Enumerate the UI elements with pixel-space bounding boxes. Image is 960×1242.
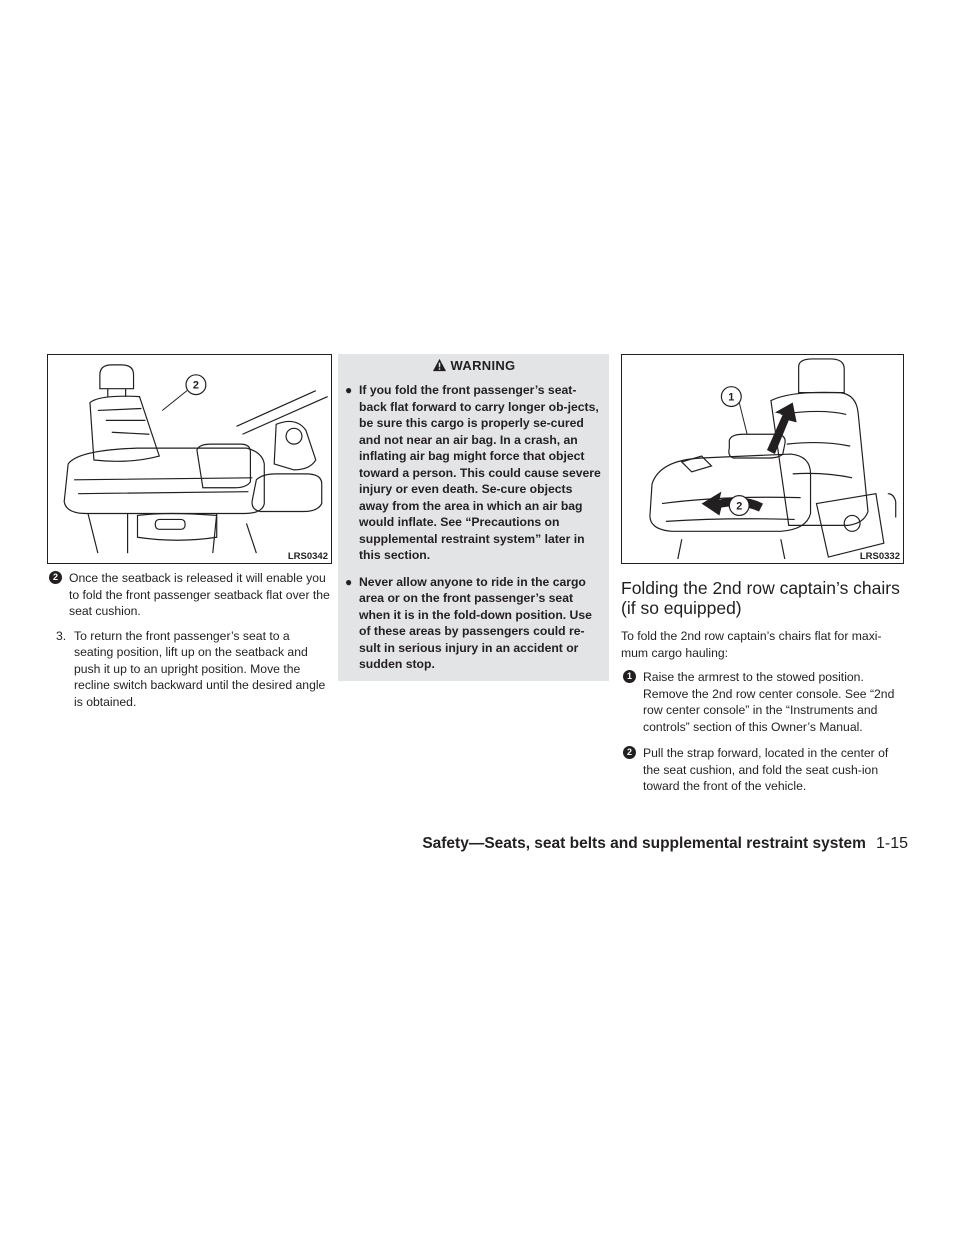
figure-callout-1: 1 bbox=[728, 391, 735, 404]
step-2 bbox=[621, 745, 904, 795]
step-text: Once the seatback is released it will enable you to fold the front passenger seatback flat over the seat cushion. bbox=[69, 571, 330, 618]
figure-code: LRS0332 bbox=[859, 551, 900, 562]
section-title: Safety—Seats, seat belts and supplemental restraint system bbox=[422, 835, 866, 852]
middle-column bbox=[338, 354, 609, 681]
step-text: Pull the strap forward, located in the center of the seat cushion, and fold the seat cush-ion toward the front of the vehicle. bbox=[643, 746, 889, 793]
figure-seatback-folded bbox=[47, 354, 332, 564]
bullet-text: If you fold the front passenger’s seat-back flat forward to carry longer ob-jects, be sure this cargo is properly se-cured and not near an air bag. In a crash, an inflating air bag might force that object toward a person. This could cause severe injury or even death. Se-cure objects away from the area in which an air bag would inflate. See “Precautions on supplemental restraint system” later in this section. bbox=[359, 383, 601, 562]
intro-text: To fold the 2nd row captain’s chairs flat for maxi-mum cargo hauling: bbox=[621, 629, 882, 660]
page-footer bbox=[422, 835, 908, 853]
warning-box bbox=[338, 354, 609, 681]
left-column bbox=[47, 354, 332, 710]
step-1 bbox=[621, 669, 904, 735]
figure-code: LRS0342 bbox=[287, 551, 328, 562]
item-text: To return the front passenger’s seat to a seating position, lift up on the seatback and push it up to an upright position. Move the recline switch backward until the desired angle is obtained. bbox=[74, 628, 326, 709]
warning-title: WARNING bbox=[450, 357, 516, 373]
step-number-badge: 2 bbox=[623, 746, 636, 759]
seat-illustration-right bbox=[622, 355, 903, 563]
bullet-icon: ● bbox=[345, 383, 353, 397]
bullet-text: Never allow anyone to ride in the cargo area or on the front passenger’s seat when it is in the fold-down position. Use of these areas by passengers could re-sult in serious injury in an accident or sudden stop. bbox=[359, 574, 592, 671]
step-number-badge: 1 bbox=[623, 670, 636, 683]
figure-callout-2: 2 bbox=[736, 500, 743, 513]
bullet-icon: ● bbox=[345, 574, 353, 589]
page-number: 1-15 bbox=[875, 835, 908, 852]
numbered-item-3 bbox=[47, 628, 332, 711]
warning-triangle-icon bbox=[432, 358, 447, 372]
warning-bullet-1 bbox=[338, 382, 609, 564]
figure-captain-chair bbox=[621, 354, 904, 564]
item-number: 3. bbox=[56, 628, 67, 643]
step-text: Raise the armrest to the stowed position. Remove the 2nd row center console. See “2nd row center console” in the “Instruments and controls” section of this Owner’s Manual. bbox=[643, 670, 895, 734]
warning-bullet-2 bbox=[338, 574, 609, 673]
seat-illustration-left bbox=[48, 355, 331, 563]
section-heading: Folding the 2nd row captain’s chairs (if so equipped) bbox=[621, 578, 900, 618]
warning-header bbox=[338, 354, 609, 376]
step-2 bbox=[47, 570, 332, 620]
figure-callout-2: 2 bbox=[192, 379, 199, 392]
step-number-badge: 2 bbox=[49, 571, 62, 584]
right-column bbox=[621, 354, 904, 795]
